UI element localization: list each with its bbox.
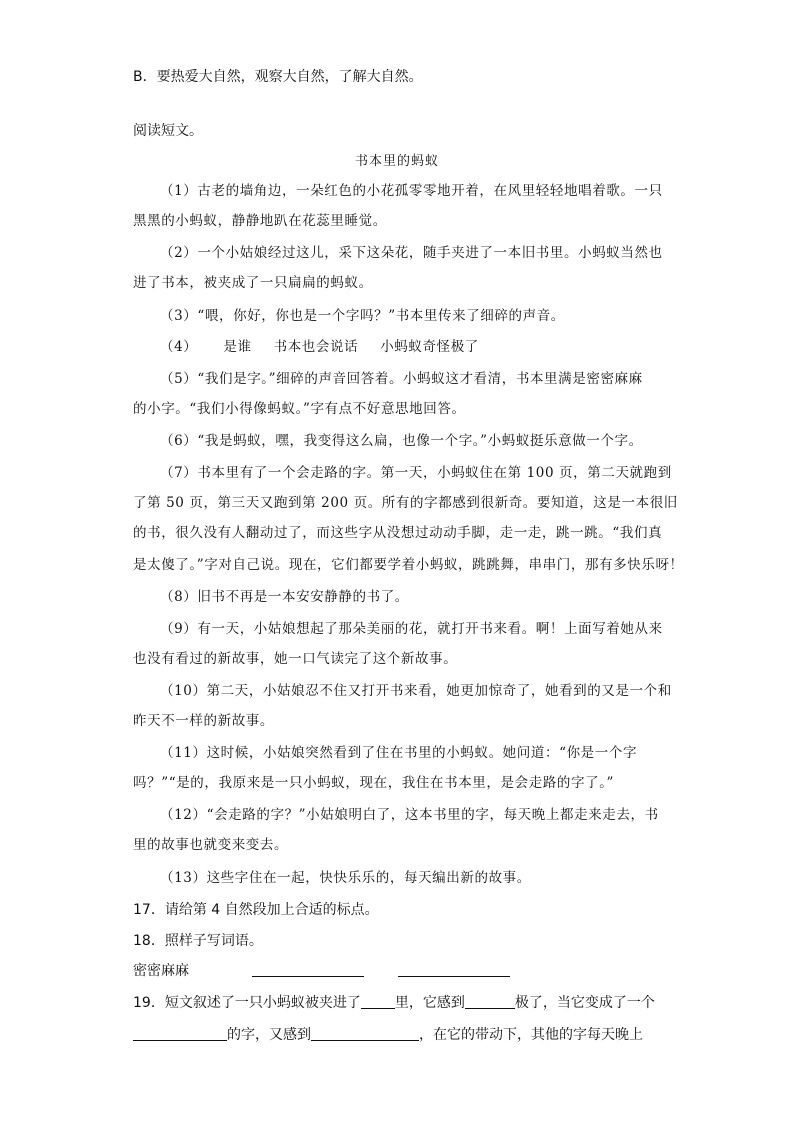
story-paragraph-2-line-2: 进了书本，被夹成了一只扁扁的蚂蚁。 bbox=[133, 275, 373, 291]
story-paragraph-13: （13）这些字住在一起，快快乐乐的，每天编出新的故事。 bbox=[160, 870, 531, 886]
reading-instruction: 阅读短文。 bbox=[133, 123, 203, 139]
question-19-text-d: 的字，又感到 bbox=[227, 1027, 311, 1043]
question-19-blank-4[interactable] bbox=[311, 1026, 419, 1041]
story-paragraph-1-line-2: 黑黑的小蚂蚁，静静地趴在花蕊里睡觉。 bbox=[133, 213, 387, 229]
story-paragraph-2-line-1: （2）一个小姑娘经过这儿，采下这朵花，随手夹进了一本旧书里。小蚂蚁当然也 bbox=[160, 245, 663, 261]
story-paragraph-11-line-1: （11）这时候，小姑娘突然看到了住在书里的小蚂蚁。她问道：“你是一个字 bbox=[160, 745, 638, 761]
question-18: 18．照样子写词语。 bbox=[133, 933, 263, 949]
story-paragraph-5-line-2: 的小字。“我们小得像蚂蚁。”字有点不好意思地回答。 bbox=[133, 401, 466, 417]
story-paragraph-12-line-1: （12）“会走路的字？”小姑娘明白了，这本书里的字，每天晚上都走来走去，书 bbox=[160, 807, 659, 823]
question-19-text-b: 里，它感到 bbox=[394, 995, 465, 1011]
question-19-text-a: 19．短文叙述了一只小蚂蚁被夹进了 bbox=[133, 995, 361, 1011]
story-paragraph-7-line-3: 的书，很久没有人翻动过了，而这些字从没想过动动手脚，走一走，跳一跳。“我们真 bbox=[133, 525, 663, 541]
story-paragraph-1-line-1: （1）古老的墙角边，一朵红色的小花孤零零地开着，在风里轻轻地唱着歌。一只 bbox=[160, 183, 663, 199]
paragraph-4-number: （4） bbox=[160, 339, 198, 355]
story-paragraph-10-line-2: 昨天不一样的新故事。 bbox=[133, 713, 274, 729]
story-paragraph-5-line-1: （5）“我们是字。”细碎的声音回答着。小蚂蚁这才看清，书本里满是密密麻麻 bbox=[160, 371, 643, 387]
question-19-blank-1[interactable] bbox=[361, 994, 395, 1009]
story-paragraph-7-line-2: 了第 50 页，第三天又跑到第 200 页。所有的字都感到很新奇。要知道，这是一本很旧 bbox=[133, 495, 678, 511]
story-paragraph-7-line-1: （7）书本里有了一个会走路的字。第一天，小蚂蚁住在第 100 页，第二天就跑到 bbox=[160, 465, 672, 481]
question-19-text-e: ，在它的带动下，其他的字每天晚上 bbox=[419, 1027, 643, 1043]
story-paragraph-9-line-1: （9）有一天，小姑娘想起了那朵美丽的花，就打开书来看。啊！上面写着她从来 bbox=[160, 621, 663, 637]
story-paragraph-6: （6）“我是蚂蚁，嘿，我变得这么扁，也像一个字。”小蚂蚁挺乐意做一个字。 bbox=[160, 433, 643, 449]
paragraph-4-phrase-1: 是谁 bbox=[223, 339, 252, 355]
story-paragraph-7-line-4: 是太傻了。”字对自己说。现在，它们都要学着小蚂蚁，跳跳舞，串串门，那有多快乐呀！ bbox=[133, 557, 684, 573]
story-paragraph-12-line-2: 里的故事也就变来变去。 bbox=[133, 837, 289, 853]
paragraph-4-phrase-2: 书本也会说话 bbox=[273, 339, 359, 355]
question-19-line-1 bbox=[133, 994, 655, 1012]
option-b: B．要热爱大自然，观察大自然，了解大自然。 bbox=[133, 69, 423, 85]
story-title: 书本里的蚂蚁 bbox=[354, 154, 439, 169]
story-paragraph-9-line-2: 也没有看过的新故事，她一口气读完了这个新故事。 bbox=[133, 651, 458, 667]
story-paragraph-4 bbox=[160, 338, 479, 356]
question-18-example: 密密麻麻 bbox=[133, 963, 189, 979]
story-paragraph-8: （8）旧书不再是一本安安静静的书了。 bbox=[160, 589, 409, 605]
paragraph-4-phrase-3: 小蚂蚁奇怪极了 bbox=[380, 339, 479, 355]
question-19-line-2 bbox=[133, 1026, 643, 1044]
story-paragraph-10-line-1: （10）第二天，小姑娘忍不住又打开书来看，她更加惊奇了，她看到的又是一个和 bbox=[160, 683, 672, 699]
question-18-answer-blank-1[interactable] bbox=[252, 975, 364, 977]
story-paragraph-11-line-2: 吗？”“是的，我原来是一只小蚂蚁，现在，我住在书本里，是会走路的字了。” bbox=[133, 775, 615, 791]
question-17: 17．请给第 4 自然段加上合适的标点。 bbox=[133, 902, 379, 918]
question-19-blank-2[interactable] bbox=[465, 994, 515, 1009]
story-paragraph-3: （3）“喂，你好，你也是一个字吗？”书本里传来了细碎的声音。 bbox=[160, 308, 565, 324]
question-18-answer-blank-2[interactable] bbox=[398, 975, 510, 977]
question-19-text-c: 极了，当它变成了一个 bbox=[514, 995, 655, 1011]
question-19-blank-3[interactable] bbox=[133, 1026, 227, 1041]
